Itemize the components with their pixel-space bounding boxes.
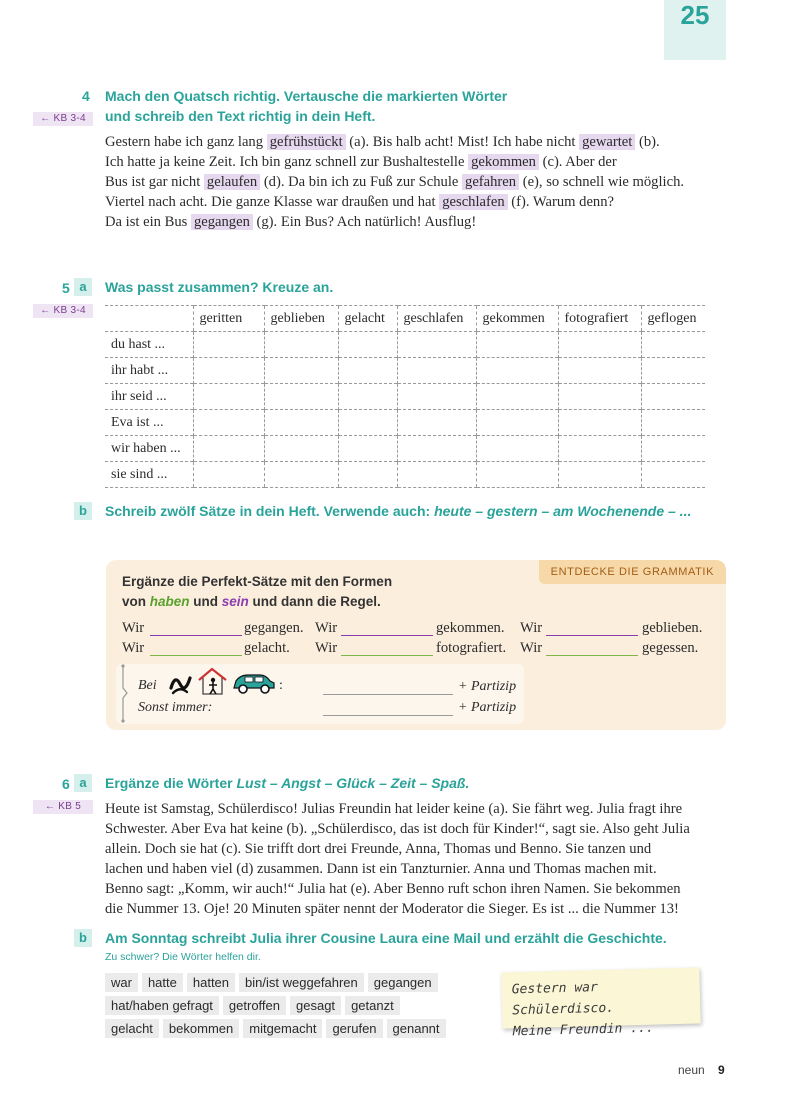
text-line — [105, 152, 735, 172]
text-line — [105, 132, 735, 152]
checkbox-cell[interactable] — [397, 462, 476, 488]
word-chip: gesagt — [290, 996, 341, 1015]
kb-reference-5: ← KB 3-4 — [33, 304, 93, 318]
instruction-b-italic: heute – gestern – am Wochenende – ... — [434, 503, 692, 519]
checkbox-cell[interactable] — [338, 384, 397, 410]
movement-icon — [168, 668, 194, 696]
row2-wir-2: Wir — [315, 640, 338, 656]
word-bank-row-3 — [105, 1018, 495, 1041]
exercise-4-text — [105, 132, 735, 232]
grammar-line-2-pre: von — [122, 594, 150, 609]
page-number-tab — [664, 0, 726, 60]
column-header: fotografiert — [558, 306, 641, 332]
rule-1-blank[interactable] — [323, 694, 453, 695]
word-chip: gelacht — [105, 1019, 159, 1038]
checkbox-cell[interactable] — [397, 358, 476, 384]
word-chip: hatte — [142, 973, 183, 992]
rule-2-label: Sonst immer: — [138, 700, 213, 715]
checkbox-cell[interactable] — [558, 462, 641, 488]
checkbox-cell[interactable] — [264, 358, 338, 384]
hint-text: Zu schwer? Die Wörter helfen dir. — [105, 951, 261, 963]
checkbox-cell[interactable] — [264, 436, 338, 462]
exercise-6a-letter: a — [74, 774, 92, 792]
checkbox-cell[interactable] — [641, 436, 705, 462]
row-label: du hast ... — [105, 332, 193, 358]
checkbox-cell[interactable] — [558, 384, 641, 410]
checkbox-cell[interactable] — [338, 332, 397, 358]
text-line — [105, 212, 735, 232]
checkbox-cell[interactable] — [641, 410, 705, 436]
rule-box — [116, 664, 524, 724]
checkbox-cell[interactable] — [264, 384, 338, 410]
exercise-6-number: 6 — [62, 776, 70, 792]
checkbox-cell[interactable] — [476, 358, 558, 384]
rule-1-colon: : — [279, 678, 283, 693]
exercise-6-text — [105, 799, 745, 919]
rule-1-label: Bei — [138, 678, 157, 693]
exercise-4-number: 4 — [82, 88, 90, 104]
marked-word: geschlafen — [439, 194, 507, 210]
blank-2-3[interactable] — [546, 655, 638, 656]
word-chip: bekommen — [163, 1019, 239, 1038]
note-line-1: Gestern war Schülerdisco. — [511, 980, 615, 1019]
checkbox-cell[interactable] — [338, 410, 397, 436]
text-segment: (g). Ein Bus? Ach natürlich! Ausflug! — [252, 214, 477, 230]
kb-reference-4: ← KB 3-4 — [33, 112, 93, 126]
row-label: ihr habt ... — [105, 358, 193, 384]
word-haben: haben — [149, 594, 190, 609]
text-line: Benno sagt: „Komm, wir auch!“ Julia hat (e). Aber Benno ruft schon ihren Namen. Sie bekommen — [105, 881, 681, 897]
word-chip: mitgemacht — [243, 1019, 322, 1038]
checkbox-cell[interactable] — [397, 410, 476, 436]
text-segment: Gestern habe ich ganz lang — [105, 134, 267, 150]
marked-word: gekommen — [468, 154, 539, 170]
grammar-tag: ENTDECKE DIE GRAMMATIK — [539, 560, 726, 584]
house-person-icon — [196, 666, 230, 696]
column-header: geritten — [193, 306, 264, 332]
row2-wir-3: Wir — [520, 640, 543, 656]
word-bank — [105, 972, 495, 1041]
blank-2-2[interactable] — [341, 655, 433, 656]
row-label: sie sind ... — [105, 462, 193, 488]
marked-word: gegangen — [191, 214, 253, 230]
word-chip: getroffen — [223, 996, 286, 1015]
text-segment: (e), so schnell wie möglich. — [519, 174, 685, 190]
checkbox-cell[interactable] — [193, 410, 264, 436]
table-row — [105, 410, 705, 436]
row1-wir-1: Wir — [122, 620, 145, 636]
checkbox-cell[interactable] — [476, 332, 558, 358]
text-segment: (d). Da bin ich zu Fuß zur Schule — [260, 174, 463, 190]
column-header: gekommen — [476, 306, 558, 332]
instruction-6a-plain: Ergänze die Wörter — [105, 775, 237, 791]
grammar-line-2-post: und dann die Regel. — [248, 594, 381, 609]
row1-wir-2: Wir — [315, 620, 338, 636]
text-segment: (f). Warum denn? — [507, 194, 614, 210]
checkbox-cell[interactable] — [558, 332, 641, 358]
grammar-line-2-mid: und — [189, 594, 222, 609]
word-chip: getanzt — [345, 996, 400, 1015]
checkbox-cell[interactable] — [264, 462, 338, 488]
row-label: ihr seid ... — [105, 384, 193, 410]
text-segment: (b). — [635, 134, 660, 150]
fill-row-1 — [122, 620, 722, 640]
word-chip: gerufen — [326, 1019, 382, 1038]
text-segment: Ich hatte ja keine Zeit. Ich bin ganz schnell zur Bushaltestelle — [105, 154, 469, 170]
row-label: wir haben ... — [105, 436, 193, 462]
bracket-icon — [116, 664, 130, 724]
checkbox-cell[interactable] — [641, 384, 705, 410]
marked-word: gelaufen — [204, 174, 260, 190]
checkbox-cell[interactable] — [641, 332, 705, 358]
car-icon — [232, 670, 276, 696]
checkbox-cell[interactable] — [397, 332, 476, 358]
row-label: Eva ist ... — [105, 410, 193, 436]
checkbox-cell[interactable] — [193, 358, 264, 384]
column-header: geschlafen — [397, 306, 476, 332]
column-header: gelacht — [338, 306, 397, 332]
row2-verb-2: fotografiert. — [436, 640, 507, 656]
word-chip: hat/haben gefragt — [105, 996, 219, 1015]
word-chip: hatten — [187, 973, 235, 992]
matching-table-wrapper — [105, 305, 705, 488]
grammar-box — [106, 560, 726, 730]
footer-page-word: neun — [678, 1063, 705, 1077]
checkbox-cell[interactable] — [397, 436, 476, 462]
header-corner — [105, 306, 193, 332]
text-line — [105, 172, 735, 192]
blank-1-1[interactable] — [150, 635, 242, 636]
text-segment: Da ist ein Bus — [105, 214, 191, 230]
word-chip: gegangen — [368, 973, 438, 992]
sticky-note — [501, 967, 700, 1040]
checkbox-cell[interactable] — [193, 462, 264, 488]
row1-verb-1: gegangen. — [244, 620, 304, 636]
text-segment: (c). Aber der — [538, 154, 617, 170]
instruction-6a-italic: Lust – Angst – Glück – Zeit – Spaß. — [236, 775, 470, 791]
word-chip: genannt — [387, 1019, 446, 1038]
table-header-row — [105, 306, 705, 332]
word-bank-row-1 — [105, 972, 495, 995]
grammar-line-1: Ergänze die Perfekt-Sätze mit den Formen — [122, 574, 393, 589]
rule-1-end: + Partizip — [458, 679, 517, 694]
table-row — [105, 462, 705, 488]
table-row — [105, 436, 705, 462]
checkbox-cell[interactable] — [338, 462, 397, 488]
exercise-5a-instruction: Was passt zusammen? Kreuze an. — [105, 279, 334, 295]
exercise-6b-instruction: Am Sonntag schreibt Julia ihrer Cousine Laura eine Mail und erzählt die Geschichte. — [105, 930, 667, 946]
page-number-top: 25 — [680, 0, 710, 30]
exercise-5b-letter: b — [74, 502, 92, 520]
text-line: lachen und haben viel (d) zusammen. Dann ist ein Tanzturnier. Anna und Thomas machen mit. — [105, 861, 657, 877]
footer-page-number: 9 — [718, 1063, 725, 1077]
checkbox-cell[interactable] — [558, 358, 641, 384]
blank-1-3[interactable] — [546, 635, 638, 636]
exercise-6b-letter: b — [74, 929, 92, 947]
table-row — [105, 358, 705, 384]
row1-wir-3: Wir — [520, 620, 543, 636]
text-segment: (a). Bis halb acht! Mist! Ich habe nicht — [345, 134, 580, 150]
blank-1-2[interactable] — [341, 635, 433, 636]
rule-2-end: + Partizip — [458, 700, 517, 715]
instruction-line-2: und schreib den Text richtig in dein Heft. — [105, 108, 376, 124]
text-segment: Bus ist gar nicht — [105, 174, 204, 190]
word-chip: bin/ist weggefahren — [239, 973, 364, 992]
kb-reference-6: ← KB 5 — [33, 800, 93, 814]
row2-wir-1: Wir — [122, 640, 145, 656]
exercise-5a-letter: a — [74, 278, 92, 296]
grammar-instruction — [122, 572, 392, 612]
text-segment: Viertel nach acht. Die ganze Klasse war draußen und hat — [105, 194, 440, 210]
checkbox-cell[interactable] — [338, 358, 397, 384]
checkbox-cell[interactable] — [338, 436, 397, 462]
checkbox-cell[interactable] — [476, 384, 558, 410]
marked-word: gewartet — [579, 134, 635, 150]
text-line: Heute ist Samstag, Schülerdisco! Julias Freundin hat leider keine (a). Sie fährt weg. Julia fragt ihre — [105, 801, 683, 817]
checkbox-cell[interactable] — [476, 462, 558, 488]
table-row — [105, 332, 705, 358]
matching-table — [105, 305, 705, 488]
row2-verb-1: gelacht. — [244, 640, 290, 656]
exercise-6a-instruction — [105, 773, 469, 793]
checkbox-cell[interactable] — [476, 436, 558, 462]
checkbox-cell[interactable] — [193, 436, 264, 462]
instruction-b-plain: Schreib zwölf Sätze in dein Heft. Verwende auch: — [105, 503, 435, 519]
checkbox-cell[interactable] — [397, 384, 476, 410]
checkbox-cell[interactable] — [641, 358, 705, 384]
checkbox-cell[interactable] — [193, 332, 264, 358]
checkbox-cell[interactable] — [558, 436, 641, 462]
checkbox-cell[interactable] — [264, 410, 338, 436]
text-line — [105, 192, 735, 212]
exercise-5b-instruction — [105, 501, 691, 521]
row2-verb-3: gegessen. — [642, 640, 699, 656]
text-line: die Nummer 13. Oje! 20 Minuten später nennt der Moderator die Sieger. Es ist ... die Nummer 13! — [105, 901, 679, 917]
note-line-2: Meine Freundin ... — [512, 1020, 654, 1040]
row1-verb-3: geblieben. — [642, 620, 703, 636]
checkbox-cell[interactable] — [264, 332, 338, 358]
fill-row-2 — [122, 640, 722, 660]
grammar-line-2 — [122, 592, 392, 612]
checkbox-cell[interactable] — [558, 410, 641, 436]
row1-verb-2: gekommen. — [436, 620, 505, 636]
checkbox-cell[interactable] — [641, 462, 705, 488]
marked-word: gefahren — [462, 174, 519, 190]
exercise-4-instruction — [105, 86, 705, 126]
column-header: geflogen — [641, 306, 705, 332]
checkbox-cell[interactable] — [193, 384, 264, 410]
text-line: Schwester. Aber Eva hat keine (b). „Schülerdisco, das ist doch für Kinder!“, sagt sie. Also geht Julia — [105, 821, 690, 837]
column-header: geblieben — [264, 306, 338, 332]
instruction-line-1: Mach den Quatsch richtig. Vertausche die markierten Wörter — [105, 88, 508, 104]
marked-word: gefrühstückt — [267, 134, 346, 150]
blank-2-1[interactable] — [150, 655, 242, 656]
word-bank-row-2 — [105, 995, 495, 1018]
text-line: allein. Doch sie hat (c). Sie trifft dort drei Freunde, Anna, Thomas und Benno. Sie tanzen und — [105, 841, 652, 857]
checkbox-cell[interactable] — [476, 410, 558, 436]
table-row — [105, 384, 705, 410]
word-sein: sein — [221, 594, 249, 609]
exercise-5-number: 5 — [62, 280, 70, 296]
word-chip: war — [105, 973, 138, 992]
rule-2-blank[interactable] — [323, 715, 453, 716]
